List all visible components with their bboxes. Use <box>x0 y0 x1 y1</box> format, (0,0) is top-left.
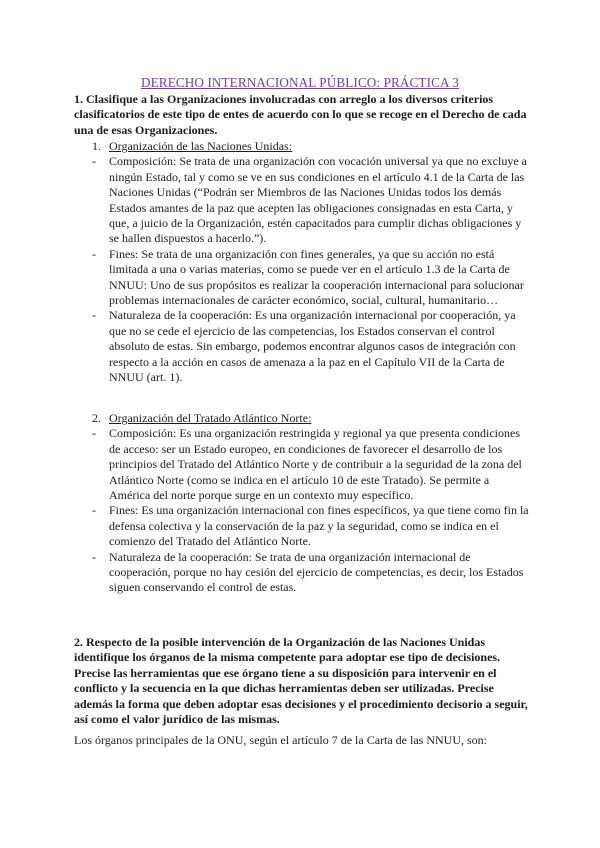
section-onu <box>92 139 530 386</box>
bullet-text: Composición: Es una organización restringida y regional ya que presenta condiciones de acceso: ser un Estado europeo, en condiciones de favorecer el desarrollo de los principios del Tratado del Atlántico Norte y de contribuir a la seguridad de la zona del Atlántico Norte (como se indica en el artículo 10 de este Tratado). Se permite a América del norte porque surge en un contexto muy específico. <box>109 426 522 503</box>
list-item <box>92 154 530 246</box>
bullet-text: Fines: Es una organización internacional con fines específicos, ya que tiene como fin la defensa colectiva y la conservación de la paz y la seguridad, como se indica en el comienzo del Tratado del Atlántico Norte. <box>109 503 529 549</box>
bullet-text: Fines: Se trata de una organización con fines generales, ya que su acción no está limitada a una o varias materias, como se puede ver en el artículo 1.3 de la Carta de NNUU: Uno de sus propósitos es realizar la cooperación internacional para solucionar problemas internacionales de carácter económico, social, cultural, humanitario… <box>109 246 524 308</box>
section-title: Organización de las Naciones Unidas: <box>109 139 293 153</box>
list-item <box>92 426 530 503</box>
list-item <box>92 550 530 596</box>
dash-bullet: - <box>92 154 96 169</box>
section-title: Organización del Tratado Atlántico Norte: <box>109 411 312 425</box>
section-number: 1. <box>92 139 101 153</box>
section-heading <box>92 139 530 154</box>
bullet-text: Naturaleza de la cooperación: Se trata de una organización internacional de cooperación, porque no hay cesión del ejercicio de competencias, es decir, los Estados siguen conservando el control de estas. <box>109 549 524 595</box>
paragraph: Los órganos principales de la ONU, según el artículo 7 de la Carta de las NNUU, son: <box>74 733 488 747</box>
dash-bullet: - <box>92 503 96 518</box>
section-heading <box>92 411 530 426</box>
bullet-text: Naturaleza de la cooperación: Es una organización internacional por cooperación, ya que no se cede el ejercicio de las competencias, los Estados conservan el control absoluto de estas. Sin embargo, podemos encontrar algunos casos de integración con respecto a la acción en casos de amenaza a la paz en el Capítulo VII de la Carta de NNUU (art. 1). <box>109 308 516 385</box>
list-item <box>92 308 530 385</box>
list-item <box>92 247 530 309</box>
list-item <box>92 503 530 549</box>
section-number: 2. <box>92 411 101 425</box>
dash-bullet: - <box>92 426 96 441</box>
dash-bullet: - <box>92 549 96 564</box>
dash-bullet: - <box>92 246 96 261</box>
question-1: 1. Clasifique a las Organizaciones involucradas con arreglo a los diversos criterios clasificatorios de este tipo de entes de acuerdo con lo que se recoge en el Derecho de cada una de esas Organizaciones. <box>74 92 527 137</box>
page-title: DERECHO INTERNACIONAL PÚBLICO: PRÁCTICA 3 <box>141 75 459 90</box>
section-otan <box>92 411 530 596</box>
bullet-text: Composición: Se trata de una organización con vocación universal ya que no excluye a ningún Estado, tal y como se ve en sus condiciones en el artículo 4.1 de la Carta de las Naciones Unidas (“Podrán ser Miembros de las Naciones Unidas todos los demás Estados amantes de la paz que acepten las obligaciones consignadas en esta Carta, y que, a juicio de la Organización, estén capacitados para cumplir dichas obligaciones y se hallen dispuestos a hacerlo.”). <box>109 154 527 246</box>
dash-bullet: - <box>92 308 96 323</box>
question-2: 2. Respecto de la posible intervención de la Organización de las Naciones Unidas identifique los órganos de la misma competente para adoptar ese tipo de decisiones. Precise las herramientas que ese órgano tiene a su disposición para intervenir en el conflicto y la secuencia en la que dichas herramientas deben ser utilizadas. Precise además la forma que deben adoptar esas decisiones y el procedimiento decisorio a seguir, así como el valor jurídico de las mismas. <box>74 635 528 727</box>
